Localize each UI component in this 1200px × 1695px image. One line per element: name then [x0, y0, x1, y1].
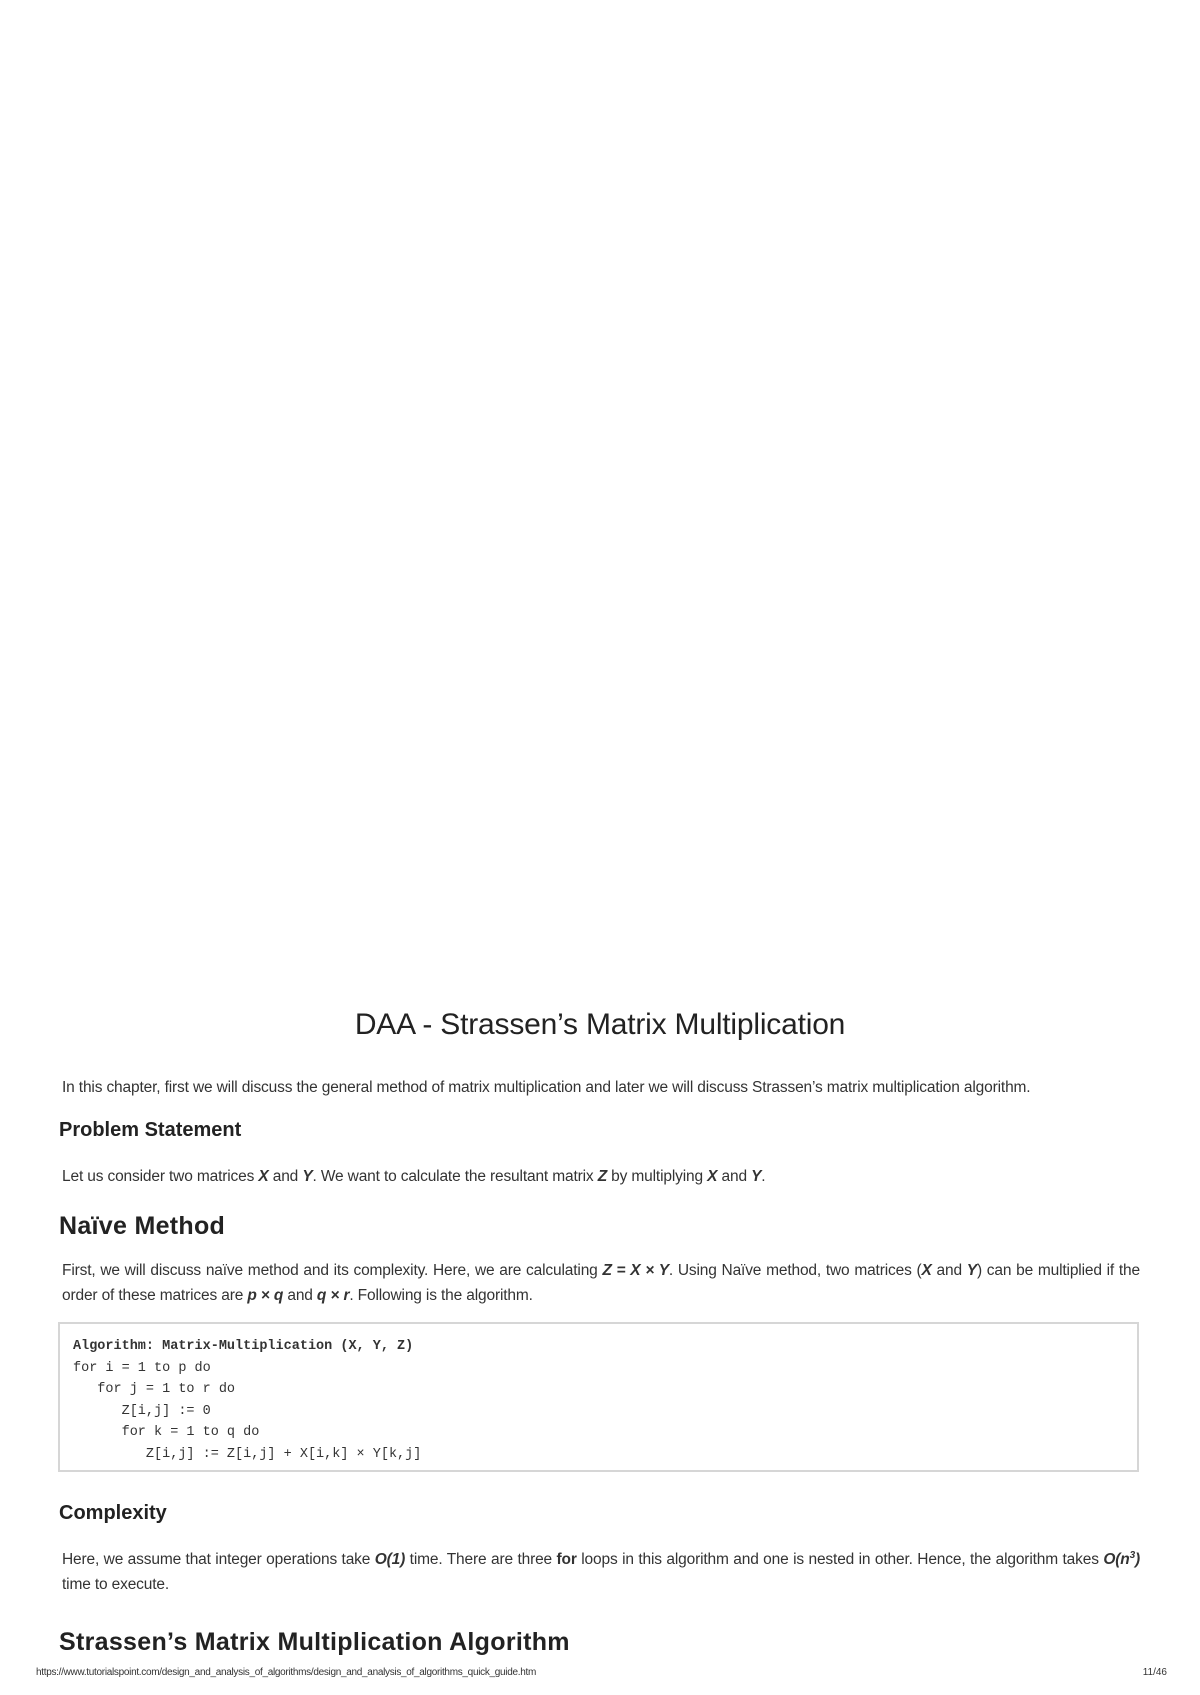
text-run: . Following is the algorithm.	[349, 1287, 533, 1304]
text-run: loops in this algorithm and one is nested in other. Hence, the algorithm takes	[576, 1551, 1104, 1568]
footer-page-number: 11/46	[1142, 1667, 1167, 1678]
text-run: Here, we assume that integer operations take	[62, 1551, 375, 1568]
code-header: Algorithm: Matrix-Multiplication (X, Y, Z)	[73, 1339, 414, 1354]
strassen-heading: Strassen’s Matrix Multiplication Algorithm	[59, 1628, 570, 1656]
text-run: .	[761, 1168, 766, 1185]
code-line: Z[i,j] := 0	[73, 1403, 211, 1419]
text-run: and	[268, 1168, 303, 1185]
naive-method-paragraph	[62, 1258, 1140, 1308]
code-line: for j = 1 to r do	[73, 1382, 236, 1398]
for-keyword: for	[556, 1551, 577, 1568]
complexity-paragraph	[62, 1547, 1140, 1597]
text-run: time to execute.	[62, 1576, 170, 1593]
equation: Z = X × Y	[602, 1262, 669, 1279]
page-title: DAA - Strassen’s Matrix Multiplication	[354, 1008, 846, 1041]
code-line: for i = 1 to p do	[73, 1360, 211, 1376]
footer-url: https://www.tutorialspoint.com/design_and_analysis_of_algorithms/design_and_analysis_of_algorithms_quick_guide.htm	[36, 1667, 537, 1678]
order-pq: p × q	[247, 1287, 284, 1304]
code-line: for k = 1 to q do	[73, 1425, 260, 1441]
text-run: by multiplying	[607, 1168, 708, 1185]
big-o-base: O(n	[1103, 1551, 1130, 1568]
naive-method-heading: Naïve Method	[59, 1212, 226, 1240]
order-qr: q × r	[316, 1287, 350, 1304]
problem-statement-paragraph	[62, 1164, 1140, 1189]
code-line: Z[i,j] := Z[i,j] + X[i,k] × Y[k,j]	[73, 1446, 422, 1462]
text-run: time. There are three	[405, 1551, 557, 1568]
text-run: . Using Naïve method, two matrices (	[668, 1262, 922, 1279]
complexity-heading: Complexity	[59, 1502, 167, 1524]
problem-statement-heading: Problem Statement	[59, 1119, 242, 1141]
big-o-close: )	[1134, 1551, 1140, 1568]
text-run: and	[717, 1168, 752, 1185]
algorithm-code	[73, 1336, 421, 1466]
matrix-x: X	[707, 1168, 718, 1185]
text-run: and	[931, 1262, 967, 1279]
matrix-y: Y	[751, 1168, 762, 1185]
matrix-x: X	[921, 1262, 932, 1279]
big-o-exponent: 3	[1129, 1549, 1135, 1561]
text-run: . We want to calculate the resultant matrix	[312, 1168, 598, 1185]
big-o-cubic	[1103, 1551, 1140, 1568]
intro-paragraph: In this chapter, first we will discuss the general method of matrix multiplication and later we will discuss Strassen’s matrix multiplication algorithm.	[62, 1079, 1031, 1096]
big-o-constant: O(1)	[374, 1551, 406, 1568]
matrix-x: X	[258, 1168, 269, 1185]
code-block	[58, 1322, 1139, 1472]
text-run: and	[283, 1287, 317, 1304]
text-run: ) can be multiplied if the order of these matrices are	[62, 1262, 1140, 1304]
text-run: First, we will discuss naïve method and its complexity. Here, we are calculating	[62, 1262, 603, 1279]
matrix-z: Z	[597, 1168, 608, 1185]
matrix-y: Y	[966, 1262, 977, 1279]
text-run: Let us consider two matrices	[62, 1168, 259, 1185]
matrix-y: Y	[302, 1168, 313, 1185]
